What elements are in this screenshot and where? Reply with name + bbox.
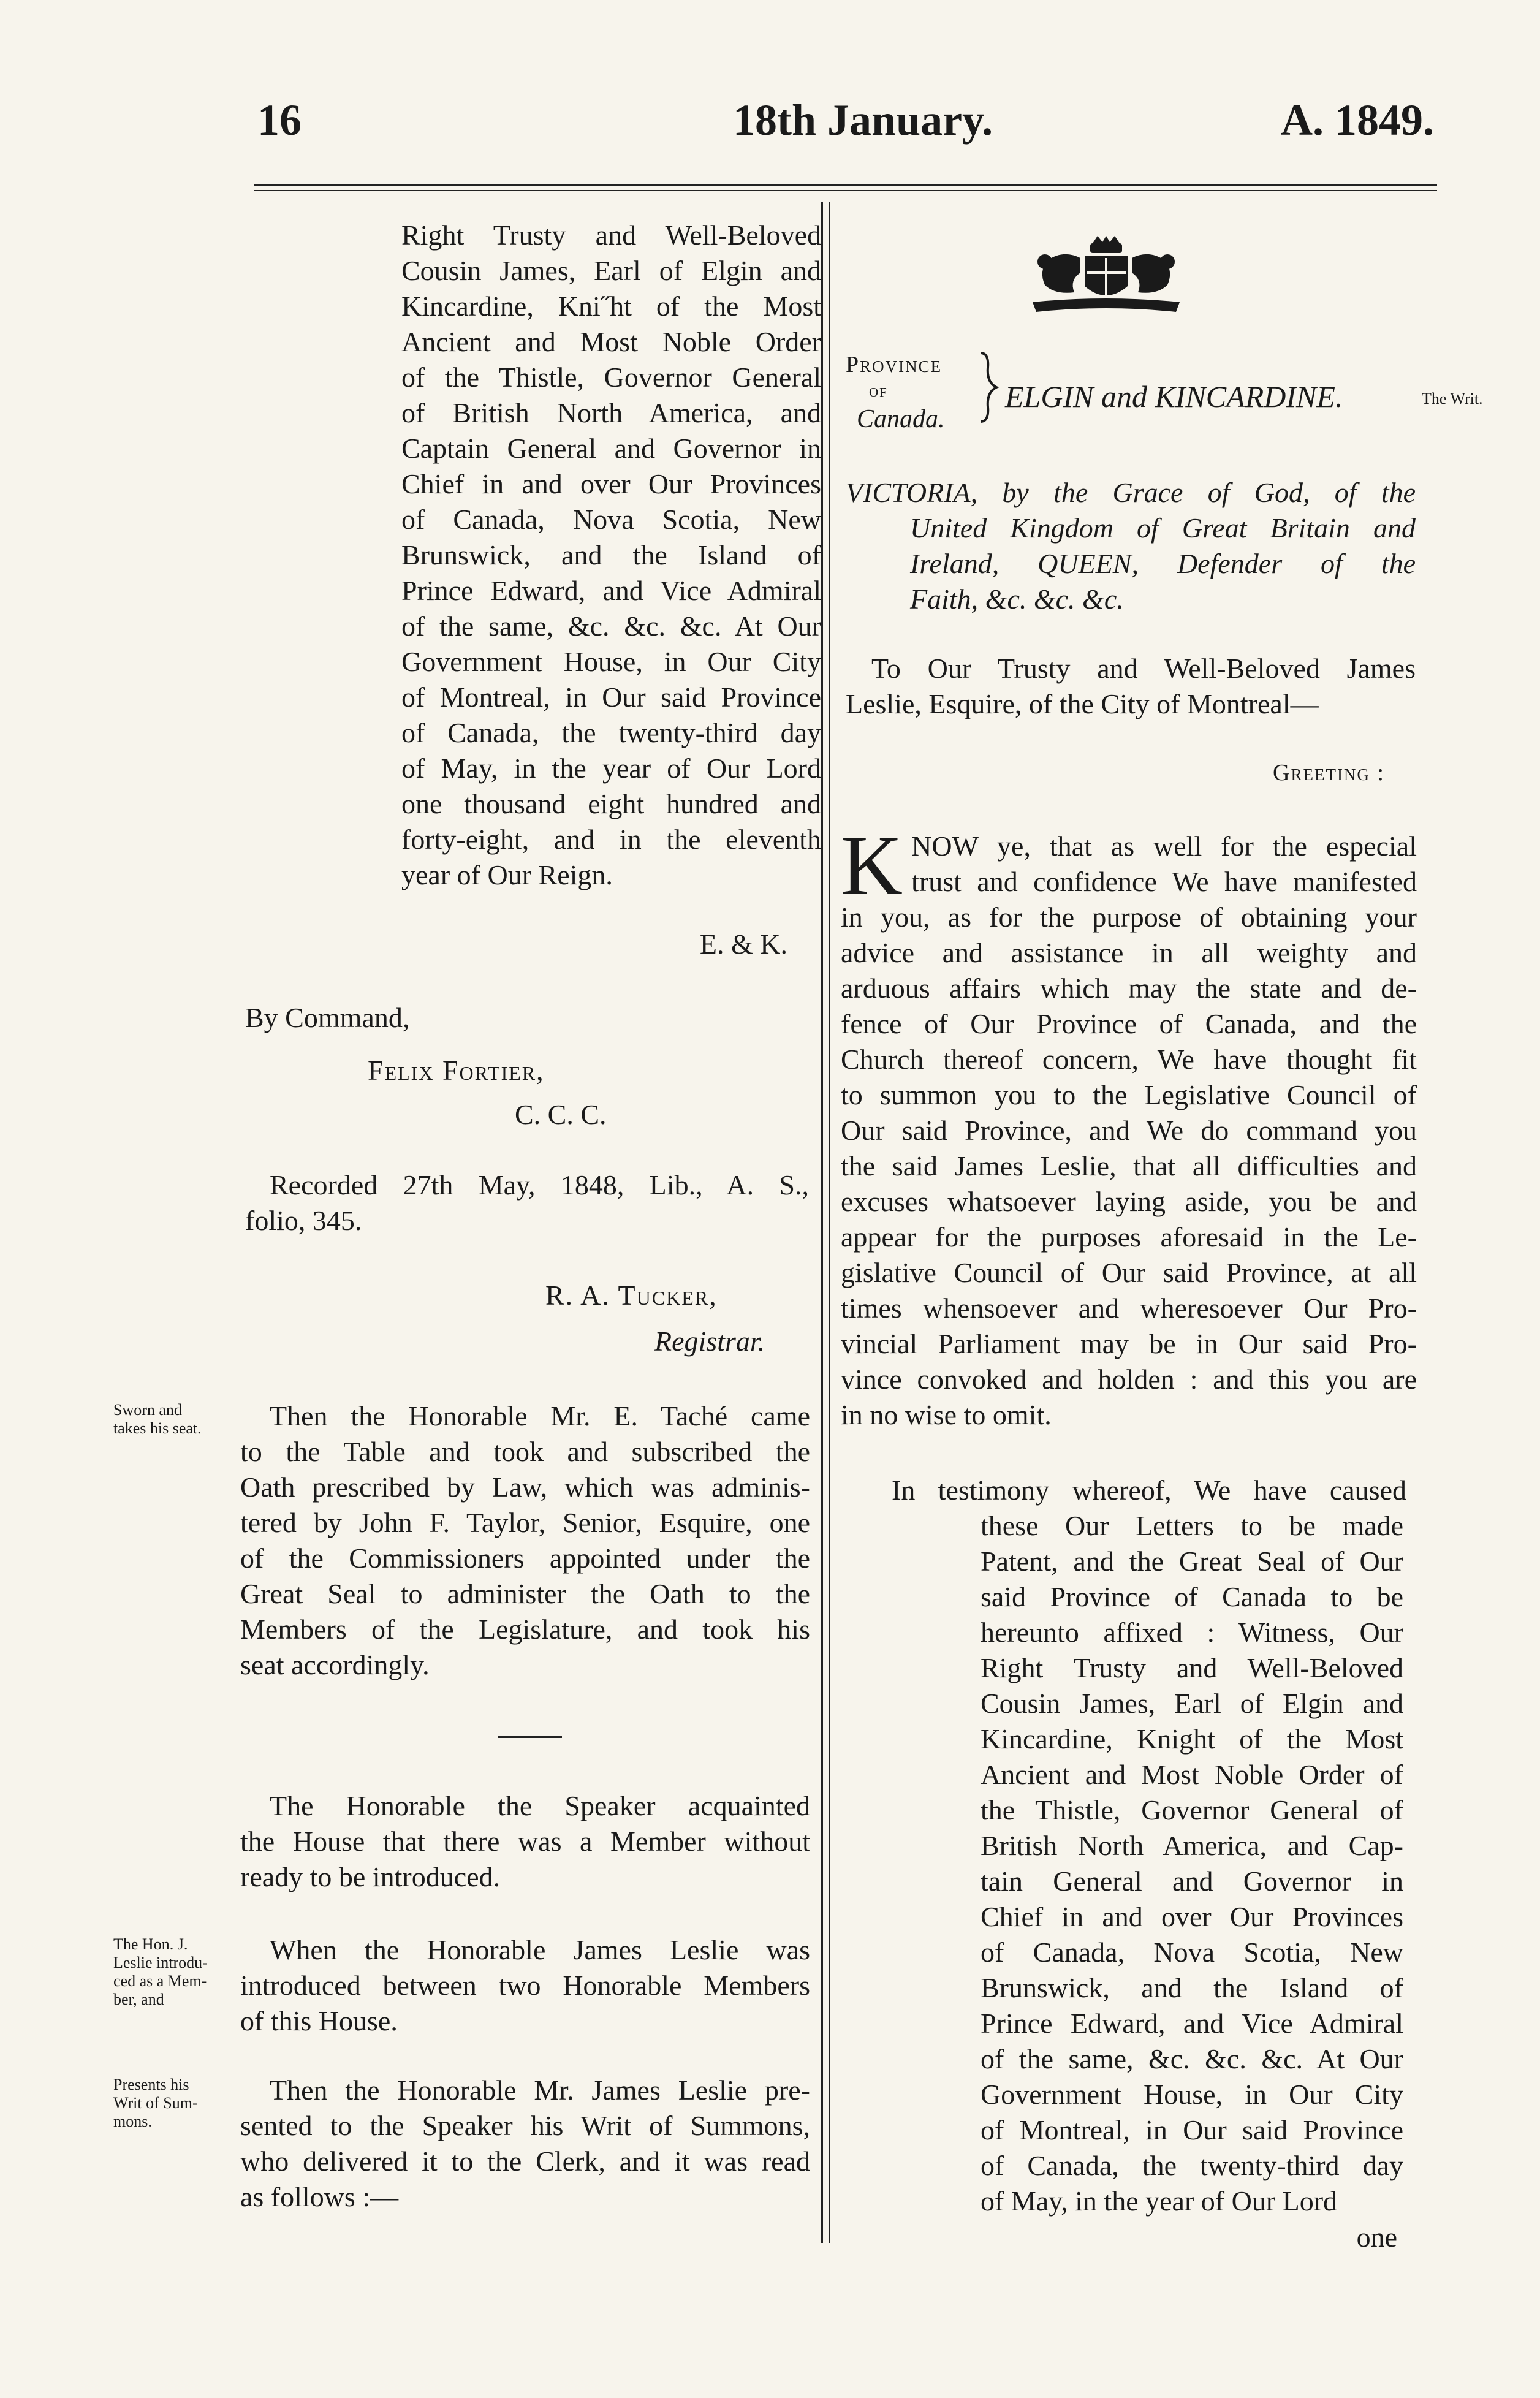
margin-note-line: Presents his bbox=[113, 2076, 189, 2093]
paragraph-writ bbox=[240, 2073, 810, 2215]
to-line: To Our Trusty and Well-Beloved James bbox=[871, 653, 1416, 684]
commission-line: forty-eight, and in the eleventh bbox=[401, 824, 821, 855]
column-divider-right bbox=[829, 202, 830, 2243]
testimony-line: Government House, in Our City bbox=[981, 2079, 1403, 2110]
province-canada: Canada. bbox=[857, 405, 945, 433]
province-label: Province bbox=[846, 352, 943, 378]
testimony-line: of the same, &c. &c. &c. At Our bbox=[981, 2043, 1403, 2074]
leslie-intro-line: When the Honorable James Leslie was bbox=[270, 1934, 810, 1965]
margin-note-line: ced as a Mem- bbox=[113, 1972, 207, 1990]
commission-line: Government House, in Our City bbox=[401, 646, 821, 677]
to-line: Leslie, Esquire, of the City of Montreal— bbox=[846, 688, 1319, 719]
commission-line: Brunswick, and the Island of bbox=[401, 539, 821, 571]
victoria-line: United Kingdom of Great Britain and bbox=[910, 512, 1416, 544]
commission-line: of British North America, and bbox=[401, 397, 821, 428]
testimony-line: the Thistle, Governor General of bbox=[981, 1794, 1403, 1826]
commission-line: Captain General and Governor in bbox=[401, 433, 821, 464]
writ-line: Then the Honorable Mr. James Leslie pre- bbox=[270, 2074, 810, 2106]
know-line: gislative Council of Our said Province, at all bbox=[841, 1257, 1417, 1288]
know-line: trust and confidence We have manifested bbox=[911, 866, 1417, 897]
victoria-line: Faith, &c. &c. &c. bbox=[910, 583, 1124, 615]
commission-line: Right Trusty and Well-Beloved bbox=[401, 219, 821, 251]
sworn-line: seat accordingly. bbox=[240, 1649, 430, 1680]
testimony-line: hereunto affixed : Witness, Our bbox=[981, 1617, 1403, 1648]
brace-icon bbox=[976, 351, 1000, 424]
recorded-line-2: folio, 345. bbox=[245, 1205, 362, 1236]
speaker-line: The Honorable the Speaker acquainted bbox=[270, 1790, 810, 1821]
sworn-line: Then the Honorable Mr. E. Taché came bbox=[270, 1400, 810, 1432]
commission-line: of the same, &c. &c. &c. At Our bbox=[401, 610, 821, 642]
know-line: in no wise to omit. bbox=[841, 1399, 1052, 1430]
testimony-text bbox=[981, 1508, 1403, 2219]
victoria-line: Ireland, QUEEN, Defender of the bbox=[910, 548, 1416, 579]
margin-note-line: Sworn and bbox=[113, 1401, 182, 1419]
testimony-line: Prince Edward, and Vice Admiral bbox=[981, 2008, 1403, 2039]
catchword: one bbox=[1356, 2222, 1397, 2253]
paragraph-leslie-intro bbox=[240, 1932, 810, 2039]
margin-note-line: takes his seat. bbox=[113, 1419, 202, 1437]
margin-note-writ: The Writ. bbox=[1422, 390, 1483, 408]
writ-line: as follows :— bbox=[240, 2181, 399, 2212]
royal-arms-icon bbox=[1026, 236, 1186, 319]
know-line: Church thereof concern, We have thought fit bbox=[841, 1044, 1417, 1075]
sworn-line: Members of the Legislature, and took his bbox=[240, 1614, 810, 1645]
by-command: By Command, bbox=[245, 1002, 410, 1033]
speaker-line: ready to be introduced. bbox=[240, 1861, 501, 1892]
testimony-line: Ancient and Most Noble Order of bbox=[981, 1759, 1403, 1790]
commission-line: year of Our Reign. bbox=[401, 859, 613, 890]
signer-name: Felix Fortier, bbox=[368, 1055, 545, 1086]
paragraph-sworn bbox=[240, 1398, 810, 1683]
testimony-line: of Canada, the twenty-third day bbox=[981, 2150, 1403, 2181]
margin-note-sworn bbox=[113, 1401, 202, 1438]
victoria-text bbox=[846, 475, 1416, 617]
sworn-line: Great Seal to administer the Oath to the bbox=[240, 1578, 810, 1609]
sworn-line: tered by John F. Taylor, Senior, Esquire, one bbox=[240, 1507, 810, 1538]
know-line: arduous affairs which may the state and de- bbox=[841, 973, 1417, 1004]
writ-line: who delivered it to the Clerk, and it was read bbox=[240, 2146, 810, 2177]
header-rule-bottom bbox=[254, 190, 1437, 191]
testimony-line: Right Trusty and Well-Beloved bbox=[981, 1652, 1403, 1683]
leslie-intro-line: of this House. bbox=[240, 2005, 398, 2036]
signer-title: C. C. C. bbox=[515, 1099, 607, 1130]
margin-note-presents bbox=[113, 2076, 198, 2131]
section-rule bbox=[498, 1736, 562, 1738]
testimony-first-line: In testimony whereof, We have caused bbox=[892, 1474, 1406, 1506]
know-line: vince convoked and holden : and this you are bbox=[841, 1364, 1417, 1395]
commission-line: of Canada, Nova Scotia, New bbox=[401, 504, 821, 535]
know-line: appear for the purposes aforesaid in the Le- bbox=[841, 1221, 1417, 1253]
province-of: of bbox=[869, 381, 888, 401]
know-line: advice and assistance in all weighty and bbox=[841, 937, 1417, 968]
paragraph-speaker bbox=[240, 1788, 810, 1895]
commission-line: Kincardine, Kni˝ht of the Most bbox=[401, 290, 821, 322]
header-rule-top bbox=[254, 184, 1437, 186]
recorded-line-1: Recorded 27th May, 1848, Lib., A. S., bbox=[270, 1169, 809, 1201]
sworn-line: to the Table and took and subscribed the bbox=[240, 1436, 810, 1467]
testimony-line: of May, in the year of Our Lord bbox=[981, 2185, 1338, 2217]
margin-note-line: Leslie introdu- bbox=[113, 1954, 208, 1971]
sworn-line: Oath prescribed by Law, which was adminis- bbox=[240, 1471, 810, 1503]
initials: E. & K. bbox=[699, 928, 787, 960]
drop-cap-letter: K bbox=[841, 818, 903, 913]
commission-line: of Canada, the twenty-third day bbox=[401, 717, 821, 748]
elgin-title: ELGIN and KINCARDINE. bbox=[1005, 379, 1343, 414]
margin-note-line: ber, and bbox=[113, 1990, 164, 2008]
commission-line: Ancient and Most Noble Order bbox=[401, 326, 821, 357]
to-text bbox=[846, 651, 1416, 722]
commission-line: Chief in and over Our Provinces bbox=[401, 468, 821, 499]
know-line: times whensoever and wheresoever Our Pro- bbox=[841, 1292, 1417, 1324]
know-line: fence of Our Province of Canada, and the bbox=[841, 1008, 1417, 1039]
testimony-line: Cousin James, Earl of Elgin and bbox=[981, 1688, 1403, 1719]
know-line: in you, as for the purpose of obtaining your bbox=[841, 901, 1417, 933]
leslie-intro-line: introduced between two Honorable Members bbox=[240, 1970, 810, 2001]
commission-line: one thousand eight hundred and bbox=[401, 788, 821, 819]
speaker-line: the House that there was a Member without bbox=[240, 1826, 810, 1857]
commission-line: of May, in the year of Our Lord bbox=[401, 753, 821, 784]
testimony-line: Patent, and the Great Seal of Our bbox=[981, 1546, 1403, 1577]
know-line: vincial Parliament may be in Our said Pro- bbox=[841, 1328, 1417, 1359]
testimony-line: said Province of Canada to be bbox=[981, 1581, 1403, 1612]
know-line: to summon you to the Legislative Council of bbox=[841, 1079, 1417, 1110]
margin-note-leslie bbox=[113, 1935, 208, 2009]
commission-text bbox=[401, 218, 821, 893]
commission-line: of Montreal, in Our said Province bbox=[401, 681, 821, 713]
commission-line: of the Thistle, Governor General bbox=[401, 362, 821, 393]
margin-note-line: mons. bbox=[113, 2112, 152, 2130]
registrar-title: Registrar. bbox=[654, 1326, 765, 1357]
margin-note-line: Writ of Sum- bbox=[113, 2094, 198, 2112]
testimony-line: Chief in and over Our Provinces bbox=[981, 1901, 1403, 1932]
greeting: Greeting : bbox=[1273, 760, 1385, 786]
commission-line: Prince Edward, and Vice Admiral bbox=[401, 575, 821, 606]
writ-line: sented to the Speaker his Writ of Summons, bbox=[240, 2110, 810, 2141]
page-date: 18th January. bbox=[733, 96, 993, 145]
commission-line: Cousin James, Earl of Elgin and bbox=[401, 255, 821, 286]
testimony-line: British North America, and Cap- bbox=[981, 1830, 1403, 1861]
know-line: the said James Leslie, that all difficulties and bbox=[841, 1150, 1417, 1182]
know-line: NOW ye, that as well for the especial bbox=[911, 830, 1417, 862]
victoria-line: VICTORIA, by the Grace of God, of the bbox=[846, 477, 1416, 508]
testimony-line: tain General and Governor in bbox=[981, 1865, 1403, 1897]
page-year: A. 1849. bbox=[1281, 96, 1434, 145]
know-paragraph bbox=[841, 818, 1417, 1433]
page-number: 16 bbox=[257, 96, 302, 145]
testimony-line: these Our Letters to be made bbox=[981, 1510, 1403, 1541]
testimony-line: Kincardine, Knight of the Most bbox=[981, 1723, 1403, 1755]
sworn-line: of the Commissioners appointed under the bbox=[240, 1542, 810, 1574]
registrar-name: R. A. Tucker, bbox=[545, 1280, 718, 1311]
know-line: Our said Province, and We do command you bbox=[841, 1115, 1417, 1146]
margin-note-line: The Hon. J. bbox=[113, 1935, 188, 1953]
column-divider-left bbox=[821, 202, 823, 2243]
testimony-line: Brunswick, and the Island of bbox=[981, 1972, 1403, 2003]
testimony-line: of Canada, Nova Scotia, New bbox=[981, 1937, 1403, 1968]
testimony-line: of Montreal, in Our said Province bbox=[981, 2114, 1403, 2146]
know-line: excuses whatsoever laying aside, you be and bbox=[841, 1186, 1417, 1217]
